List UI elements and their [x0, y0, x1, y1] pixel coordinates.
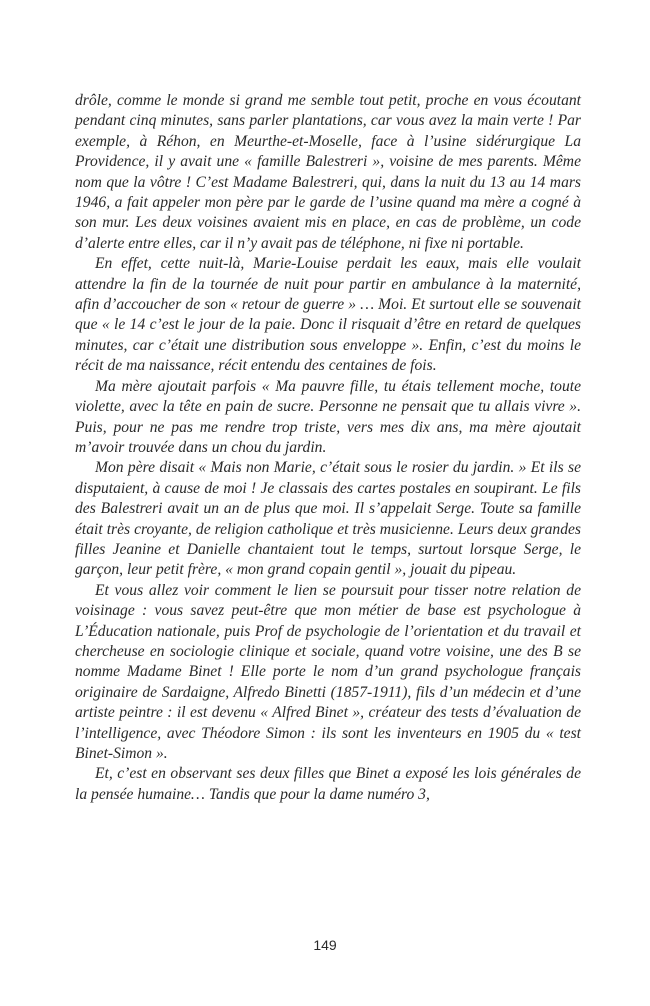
paragraph-2: En effet, cette nuit-là, Marie-Louise perdait les eaux, mais elle voulait attendre la fin de la tournée de nuit pour partir en ambulance à la maternité, afin d’accoucher de son « retour de guerre » … Moi. Et surtout elle se souvenait que « le 14 c’est le jour de la paie. Donc il risquait d’être en retard de quelques minutes, car c’était une distribution sous enveloppe ». Enfin, c’est du moins le récit de ma naissance, récit entendu des centaines de fois.: [75, 255, 581, 375]
page-body-text: [75, 91, 581, 805]
paragraph-5: Et vous allez voir comment le lien se poursuit pour tisser notre relation de voisinage : vous savez peut-être que mon métier de base est psychologue à L’Éducation nationale, puis Prof de psychologie de l’orientation et du travail et chercheuse en sociologie clinique et sociale, quand votre voisine, une des B se nomme Madame Binet ! Elle porte le nom d’un grand psychologue français originaire de Sardaigne, Alfredo Binetti (1857-1911), fils d’un médecin et d’une artiste peintre : il est devenu « Alfred Binet », créateur des tests d’évaluation de l’intelligence, avec Théodore Simon : ils sont les inventeurs en 1905 du « test Binet-Simon ».: [75, 581, 581, 762]
paragraph-4: Mon père disait « Mais non Marie, c’était sous le rosier du jardin. » Et ils se disputaient, à cause de moi ! Je classais des cartes postales en soupirant. Le fils des Balestreri avait un an de plus que moi. Il s’appelait Serge. Toute sa famille était très croyante, de religion catholique et très musicienne. Leurs deux grandes filles Jeanine et Danielle chantaient tout le temps, surtout lorsque Serge, le garçon, leur petit frère, « mon grand copain gentil », jouait du pipeau.: [75, 459, 581, 579]
page-number: 149: [313, 937, 337, 953]
paragraph-6: Et, c’est en observant ses deux filles que Binet a exposé les lois générales de la pensée humaine… Tandis que pour la dame numéro 3,: [75, 765, 581, 803]
paragraph-3: Ma mère ajoutait parfois « Ma pauvre fille, tu étais tellement moche, toute violette, avec la tête en pain de sucre. Personne ne pensait que tu allais vivre ». Puis, pour ne pas me rendre trop triste, vers mes dix ans, ma mère ajoutait m’avoir trouvée dans un chou du jardin.: [75, 377, 581, 456]
paragraph-1: drôle, comme le monde si grand me semble tout petit, proche en vous écoutant pendant cinq minutes, sans parler plantations, car vous avez la main verte ! Par exemple, à Réhon, en Meurthe-et-Moselle, face à l’usine sidérurgique La Providence, il y avait une « famille Balestreri », voisine de mes parents. Même nom que la vôtre ! C’est Madame Balestreri, qui, dans la nuit du 13 au 14 mars 1946, a fait appeler mon père par le garde de l’usine quand ma mère a cogné à son mur. Les deux voisines avaient mis en place, en cas de problème, un code d’alerte entre elles, car il n’y avait pas de téléphone, ni fixe ni portable.: [75, 92, 581, 252]
